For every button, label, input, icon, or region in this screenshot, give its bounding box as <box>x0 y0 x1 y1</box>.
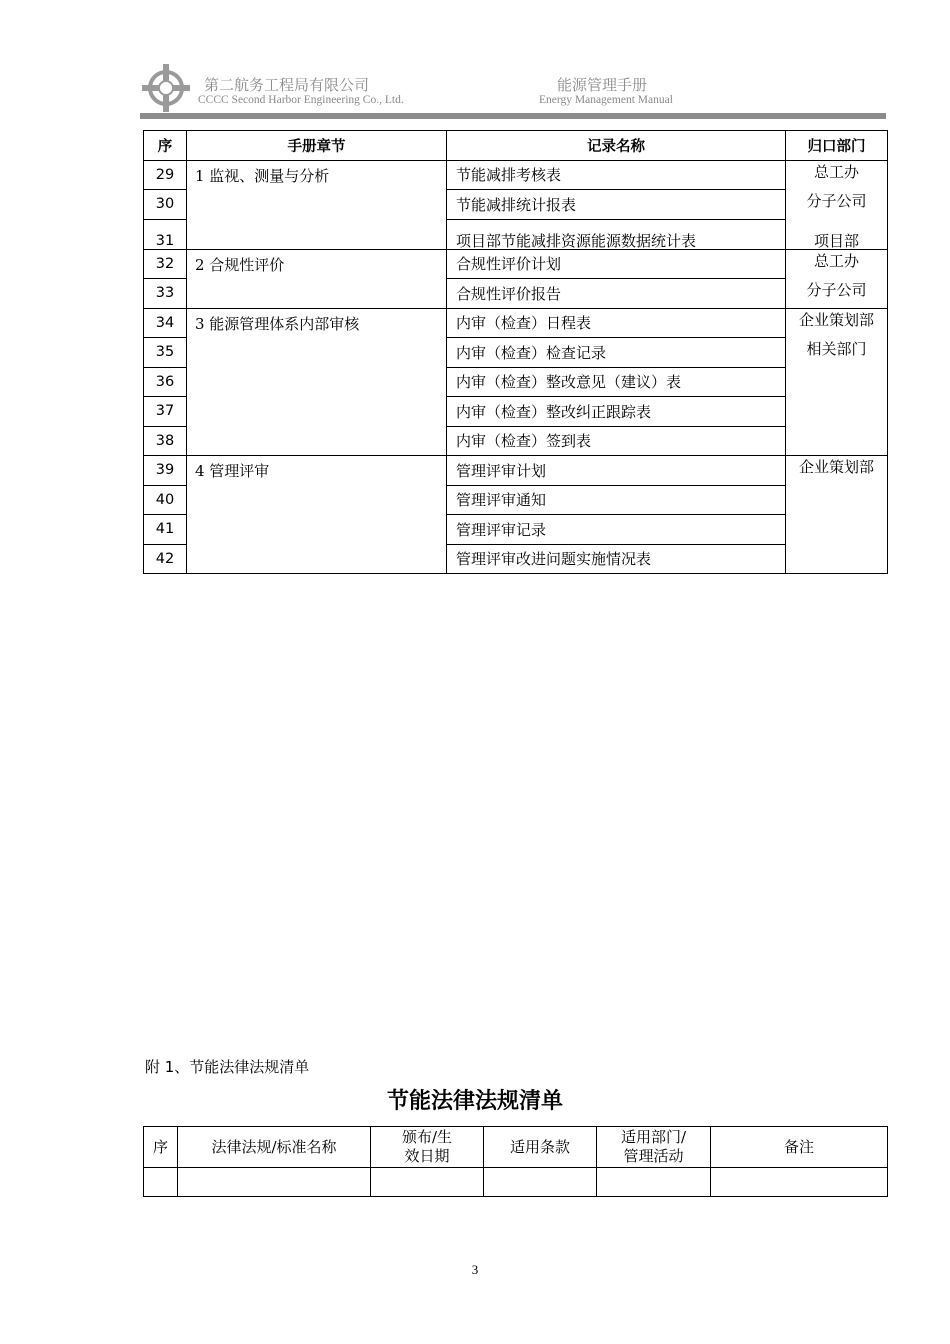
laws-header-date-line2: 效日期 <box>404 1147 450 1165</box>
laws-title: 节能法律法规清单 <box>386 1089 563 1114</box>
page-number: 3 <box>471 1262 479 1277</box>
laws-cell <box>144 1168 178 1197</box>
row-dept: 项目部 <box>786 219 888 249</box>
row-record: 管理评审记录 <box>447 515 786 545</box>
company-logo-icon <box>140 62 192 114</box>
row-record: 管理评审计划 <box>447 456 786 486</box>
row-no: 38 <box>144 426 187 456</box>
laws-cell <box>178 1168 371 1197</box>
header-section: 手册章节 <box>187 131 447 161</box>
company-name-en: CCCC Second Harbor Engineering Co., Ltd. <box>198 94 404 106</box>
header-dept: 归口部门 <box>786 131 888 161</box>
header-record: 记录名称 <box>447 131 786 161</box>
row-record: 内审（检查）整改纠正跟踪表 <box>447 397 786 427</box>
row-no: 42 <box>144 544 187 574</box>
row-section: 2 合规性评价 <box>187 249 447 308</box>
laws-empty-row <box>144 1168 888 1197</box>
row-record: 项目部节能减排资源能源数据统计表 <box>447 219 786 249</box>
row-record: 内审（检查）整改意见（建议）表 <box>447 367 786 397</box>
laws-header-dept-line2: 管理活动 <box>623 1147 684 1165</box>
laws-header-name: 法律法规/标准名称 <box>178 1127 371 1168</box>
header-divider <box>140 113 886 119</box>
row-no: 35 <box>144 338 187 368</box>
laws-cell <box>371 1168 484 1197</box>
table-header-row <box>144 131 888 161</box>
row-no: 33 <box>144 279 187 309</box>
row-record: 管理评审改进问题实施情况表 <box>447 544 786 574</box>
row-no: 37 <box>144 397 187 427</box>
row-dept <box>786 544 888 574</box>
records-table <box>143 130 888 574</box>
laws-cell <box>711 1168 888 1197</box>
laws-header-no: 序 <box>144 1127 178 1168</box>
table-row <box>144 160 888 190</box>
row-dept: 总工办 <box>786 249 888 279</box>
row-dept <box>786 397 888 427</box>
company-name-cn: 第二航务工程局有限公司 <box>204 76 370 94</box>
row-section: 1 监视、测量与分析 <box>187 160 447 249</box>
appendix-label: 附 1、节能法律法规清单 <box>145 1058 310 1076</box>
row-dept: 相关部门 <box>786 338 888 368</box>
header-no: 序 <box>144 131 187 161</box>
laws-header-row <box>144 1127 888 1168</box>
row-no: 31 <box>144 219 187 249</box>
row-dept: 分子公司 <box>786 279 888 309</box>
row-record: 内审（检查）日程表 <box>447 308 786 338</box>
row-no: 39 <box>144 456 187 486</box>
row-dept: 企业策划部 <box>786 308 888 338</box>
row-no: 29 <box>144 160 187 190</box>
page-header <box>140 60 888 120</box>
laws-table <box>143 1126 888 1197</box>
row-no: 32 <box>144 249 187 279</box>
row-no: 36 <box>144 367 187 397</box>
manual-title-cn: 能源管理手册 <box>557 76 648 94</box>
row-dept <box>786 485 888 515</box>
row-record: 内审（检查）签到表 <box>447 426 786 456</box>
manual-title-en: Energy Management Manual <box>539 94 673 106</box>
row-dept <box>786 515 888 545</box>
laws-cell <box>484 1168 597 1197</box>
row-section: 3 能源管理体系内部审核 <box>187 308 447 456</box>
laws-header-date <box>371 1127 484 1168</box>
row-no: 40 <box>144 485 187 515</box>
row-dept: 分子公司 <box>786 190 888 220</box>
laws-header-dept-line1: 适用部门/ <box>620 1128 687 1146</box>
row-no: 41 <box>144 515 187 545</box>
row-record: 节能减排考核表 <box>447 160 786 190</box>
laws-header-clause: 适用条款 <box>484 1127 597 1168</box>
laws-cell <box>597 1168 711 1197</box>
laws-header-remark: 备注 <box>711 1127 888 1168</box>
row-dept <box>786 426 888 456</box>
row-no: 34 <box>144 308 187 338</box>
row-record: 节能减排统计报表 <box>447 190 786 220</box>
table-row <box>144 456 888 486</box>
row-record: 合规性评价报告 <box>447 279 786 309</box>
table-row <box>144 308 888 338</box>
row-record: 内审（检查）检查记录 <box>447 338 786 368</box>
row-dept: 总工办 <box>786 160 888 190</box>
row-section: 4 管理评审 <box>187 456 447 574</box>
row-record: 管理评审通知 <box>447 485 786 515</box>
row-record: 合规性评价计划 <box>447 249 786 279</box>
laws-header-date-line1: 颁布/生 <box>401 1128 453 1146</box>
laws-header-dept <box>597 1127 711 1168</box>
row-dept: 企业策划部 <box>786 456 888 486</box>
table-row <box>144 249 888 279</box>
row-no: 30 <box>144 190 187 220</box>
row-dept <box>786 367 888 397</box>
